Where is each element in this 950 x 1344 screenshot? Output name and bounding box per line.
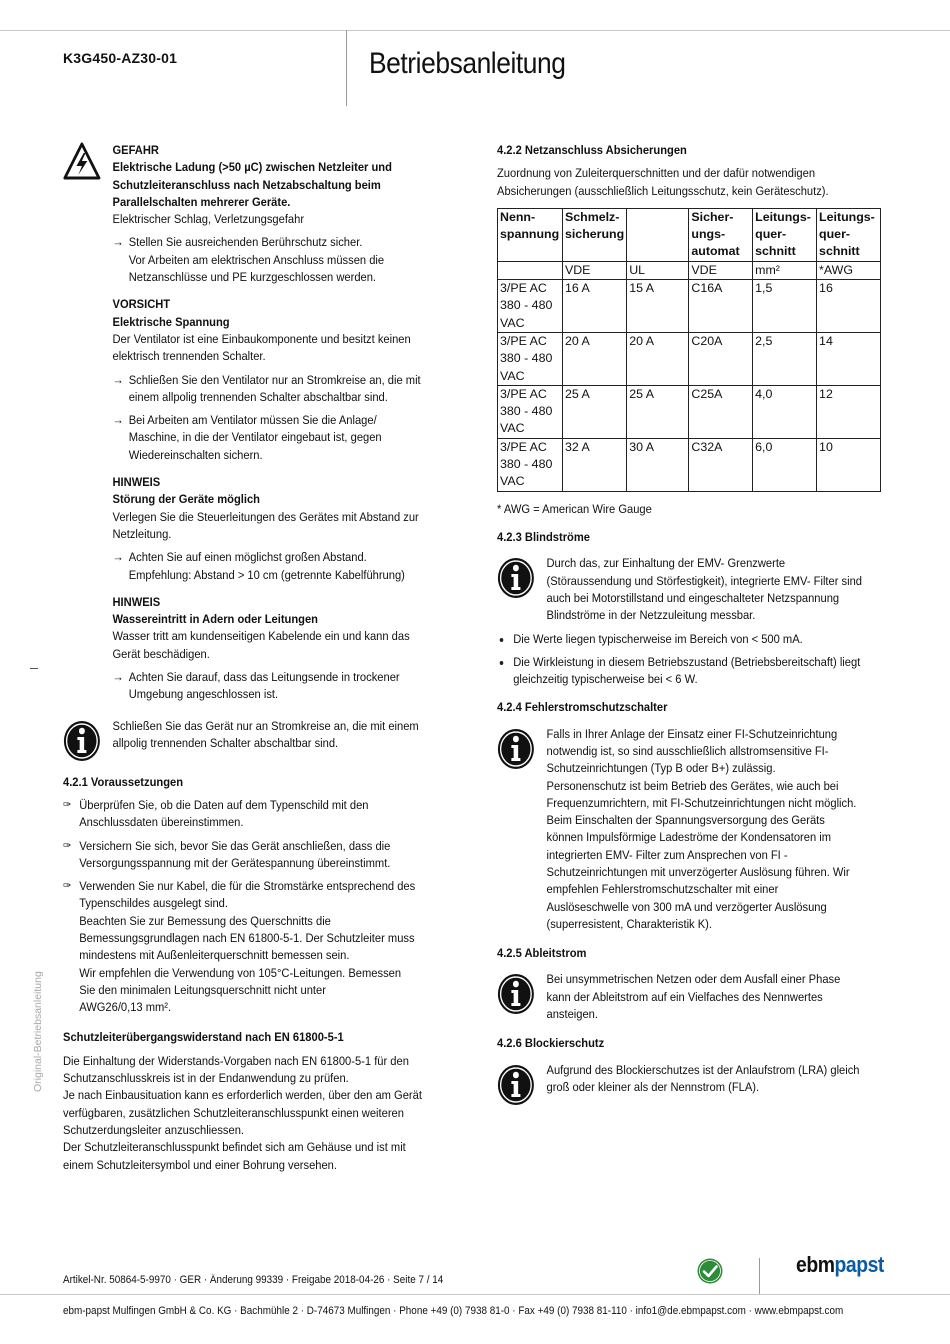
text-line: Zuordnung von Zuleiterquerschnitten und der dafür notwendigen — [497, 166, 816, 181]
list-line: Bemessungsgrundlagen nach EN 61800-5-1. Der Schutzleiter muss — [79, 930, 415, 945]
section-title: 4.2.4 Fehlerstromschutzschalter — [497, 700, 668, 715]
list-item — [63, 797, 448, 832]
info-icon — [497, 973, 535, 1015]
voltage-cell: 3/PE AC 380 - 480 VAC — [498, 280, 563, 333]
danger-action — [113, 234, 448, 286]
list-line: Wir empfehlen die Verwendung von 105°C-Leitungen. Bemessen — [79, 965, 402, 980]
cross-section-awg-cell: 10 — [817, 438, 881, 491]
header-cell: Leitungs- quer- schnitt — [817, 208, 881, 261]
notice-text-line: Netzleitung. — [112, 526, 172, 541]
cross-section-mm2-cell: 4,0 — [753, 385, 817, 438]
left-column — [63, 142, 448, 1174]
bullet-item — [497, 631, 887, 648]
cross-section-mm2-cell: 6,0 — [753, 438, 817, 491]
header-rule — [0, 30, 950, 31]
info-icon — [497, 1064, 535, 1106]
caution-action — [113, 412, 448, 464]
vde-fuse-cell: 16 A — [562, 280, 626, 333]
caution-text-line: Der Ventilator ist eine Einbaukomponente und besitzt keinen — [112, 331, 411, 346]
cross-section-awg-cell: 14 — [817, 332, 881, 385]
table-row — [498, 438, 881, 491]
pointing-hand-icon: ✑ — [63, 839, 72, 852]
text-line: Der Schutzleiteranschlusspunkt befindet sich am Gehäuse und ist mit — [63, 1140, 406, 1155]
vde-fuse-cell: 25 A — [562, 385, 626, 438]
text-line: Schutzanschlusskreis ist in der Endanwendung zu prüfen. — [63, 1071, 349, 1086]
danger-consequence: Elektrischer Schlag, Verletzungsgefahr — [112, 212, 305, 227]
list-item — [63, 878, 448, 1016]
cross-section-mm2-cell: 1,5 — [753, 280, 817, 333]
action-line: Stellen Sie ausreichenden Berührschutz sicher. — [128, 235, 363, 250]
table-header-row — [498, 208, 881, 261]
list-line: AWG26/0,13 mm². — [79, 1000, 172, 1015]
text-line: einem Schutzleitersymbol und einer Bohrung versehen. — [63, 1157, 337, 1172]
cross-section-awg-cell: 16 — [817, 280, 881, 333]
action-line: Wiedereinschalten sichern. — [128, 447, 263, 462]
fuse-table — [497, 208, 881, 492]
info-icon — [497, 728, 535, 770]
info-icon — [497, 557, 535, 599]
info-block — [63, 718, 448, 760]
danger-headline-line: Elektrische Ladung (>50 µC) zwischen Netzleiter und — [112, 160, 392, 175]
high-voltage-warning-icon — [63, 142, 101, 180]
text-line: Absicherungen (ausschließlich Leitungsschutz, kein Geräteschutz). — [497, 183, 829, 198]
pointing-hand-icon: ✑ — [63, 798, 72, 811]
text-line: verfügbaren, zusätzlichen Schutzleiteranschlusspunkt einen weiteren — [63, 1105, 404, 1120]
arrow-icon: → — [112, 670, 124, 685]
info-block — [497, 1062, 887, 1104]
breaker-cell: C25A — [689, 385, 753, 438]
intro-paragraph — [497, 165, 887, 200]
vde-fuse-cell: 32 A — [562, 438, 626, 491]
info-line: ansteigen. — [546, 1007, 598, 1022]
unit-cell: mm² — [753, 261, 817, 279]
bullet-item — [497, 654, 887, 689]
notice-text-line: Wasser tritt am kundenseitigen Kabelende ein und kann das — [112, 629, 410, 644]
notice-label: HINWEIS — [112, 594, 161, 609]
list-item — [63, 838, 448, 873]
action-line: Maschine, in die der Ventilator eingebaut ist, gegen — [128, 430, 382, 445]
unit-cell — [498, 261, 563, 279]
text-line: Die Einhaltung der Widerstands-Vorgaben nach EN 61800-5-1 für den — [63, 1053, 409, 1068]
action-line: Netzanschlüsse und PE kurzgeschlossen werden. — [128, 270, 377, 285]
action-line: Schließen Sie den Ventilator nur an Stromkreise an, die mit — [128, 372, 421, 387]
bullet-dot-icon — [500, 661, 504, 665]
info-line: integrierten EMV- Filter zum Ansprechen von FI - — [546, 847, 788, 862]
arrow-icon: → — [112, 235, 124, 250]
info-line: Schutzeinrichtungen (Typ B oder B+) zulässig. — [546, 761, 776, 776]
caution-label: VORSICHT — [112, 297, 171, 312]
ul-fuse-cell: 30 A — [627, 438, 689, 491]
danger-headline-line: Parallelschalten mehrerer Geräte. — [112, 194, 291, 209]
info-line: Durch das, zur Einhaltung der EMV- Grenzwerte — [546, 556, 786, 571]
header-separator — [346, 30, 347, 106]
arrow-icon: → — [112, 550, 124, 565]
voltage-cell: 3/PE AC 380 - 480 VAC — [498, 385, 563, 438]
pe-paragraph — [63, 1053, 448, 1174]
header-cell: Leitungs- quer- schnitt — [753, 208, 817, 261]
section-title: 4.2.6 Blockierschutz — [497, 1036, 605, 1051]
info-block — [497, 555, 887, 624]
info-line: Aufgrund des Blockierschutzes ist der Anlaufstrom (LRA) gleich — [546, 1062, 860, 1077]
ul-fuse-cell: 15 A — [627, 280, 689, 333]
info-line: Blindströme in der Netzzuleitung messbar. — [546, 608, 756, 623]
info-line: notwendig ist, so sind ausschließlich allstromsensitive FI- — [546, 743, 829, 758]
header-cell: Sicher- ungs- automat — [689, 208, 753, 261]
right-column — [497, 142, 887, 1104]
text-line: Schutzerdungsleiter anzuschliessen. — [63, 1122, 245, 1137]
breaker-cell: C16A — [689, 280, 753, 333]
info-line: Falls in Ihrer Anlage der Einsatz einer FI-Schutzeinrichtung — [546, 726, 838, 741]
action-line: Vor Arbeiten am elektrischen Anschluss müssen die — [128, 252, 385, 267]
info-line: (superresistent, Charakteristik K). — [546, 916, 712, 931]
voltage-cell: 3/PE AC 380 - 480 VAC — [498, 438, 563, 491]
section-title: 4.2.3 Blindströme — [497, 529, 590, 544]
info-icon — [63, 720, 101, 762]
list-line: Typenschildes ausgelegt sind. — [79, 896, 228, 911]
page-title: Betriebsanleitung — [369, 47, 566, 80]
action-line: Empfehlung: Abstand > 10 cm (getrennte Kabelführung) — [128, 567, 405, 582]
notice-headline: Wassereintritt in Adern oder Leitungen — [112, 612, 319, 627]
notice-label: HINWEIS — [112, 475, 161, 490]
header-cell — [627, 208, 689, 261]
header-cell: Schmelz- sicherung — [562, 208, 626, 261]
list-line: Sie den minimalen Leitungsquerschnitt nicht unter — [79, 982, 326, 997]
danger-label: GEFAHR — [112, 143, 159, 157]
info-line: empfehlen Fehlerstromschutzschalter mit einer — [546, 882, 779, 897]
info-line: Personenschutz ist beim Betrieb des Gerätes, wie auch bei — [546, 778, 839, 793]
info-line: groß oder kleiner als der Nennstrom (FLA). — [546, 1079, 760, 1094]
table-row — [498, 385, 881, 438]
notice-text-line: Gerät beschädigen. — [112, 646, 210, 661]
ul-fuse-cell: 20 A — [627, 332, 689, 385]
info-line: können Impulsförmige Ladeströme der Kondensatoren im — [546, 830, 832, 845]
model-number: K3G450-AZ30-01 — [63, 50, 178, 66]
info-block — [497, 726, 887, 934]
list-line: Versichern Sie sich, bevor Sie das Gerät anschließen, dass die — [79, 838, 391, 853]
action-line: Achten Sie darauf, dass das Leitungsende in trockener — [128, 670, 400, 685]
info-line: Auslöseschwelle von 300 mA und verzögerter Auslösung — [546, 899, 827, 914]
cross-section-mm2-cell: 2,5 — [753, 332, 817, 385]
footer-rule — [0, 1294, 950, 1295]
notice-action — [113, 549, 448, 584]
bullet-line: Die Wirkleistung in diesem Betriebszustand (Betriebsbereitschaft) liegt — [513, 654, 861, 669]
footer-separator — [759, 1258, 760, 1294]
fold-mark — [30, 668, 38, 669]
arrow-icon: → — [112, 372, 124, 387]
list-line: Überprüfen Sie, ob die Daten auf dem Typenschild mit den — [79, 797, 369, 812]
notice-headline: Störung der Geräte möglich — [112, 492, 260, 507]
unit-cell: VDE — [689, 261, 753, 279]
list-line: Beachten Sie zur Bemessung des Querschnitts die — [79, 913, 331, 928]
info-line: allpolig trennenden Schalter abschaltbar sind. — [112, 735, 339, 750]
table-units-row — [498, 261, 881, 279]
caution-action — [113, 372, 448, 407]
breaker-cell: C20A — [689, 332, 753, 385]
side-label: Original-Betriebsanleitung — [32, 971, 44, 1092]
section-title: 4.2.5 Ableitstrom — [497, 946, 587, 961]
bullet-line: Die Werte liegen typischerweise im Bereich von < 500 mA. — [513, 632, 803, 647]
section-title: Schutzleiterübergangswiderstand nach EN 61800-5-1 — [63, 1030, 344, 1045]
info-line: Schließen Sie das Gerät nur an Stromkreise an, die mit einem — [112, 718, 419, 733]
list-line: mindestens mit Außenleiterquerschnitt bemessen sein. — [79, 948, 350, 963]
pointing-hand-icon: ✑ — [63, 880, 72, 893]
bullet-line: gleichzeitig typischerweise bei < 6 W. — [513, 672, 698, 687]
info-block — [497, 971, 887, 1023]
bullet-dot-icon — [500, 638, 504, 642]
cross-section-awg-cell: 12 — [817, 385, 881, 438]
footer-article-info: Artikel-Nr. 50864-5-9970 · GER · Änderung 99339 · Freigabe 2018-04-26 · Seite 7 / 14 — [63, 1274, 444, 1286]
footer-company-info: ebm-papst Mulfingen GmbH & Co. KG · Bachmühle 2 · D-74673 Mulfingen · Phone +49 (0) 7938 81-0 · Fax +49 (0) 7938 81-110 · info1@de.ebmpapst.com · www.ebmpapst.com — [63, 1305, 844, 1317]
info-line: Frequenzumrichtern, mit FI-Schutzeinrichtungen nicht möglich. — [546, 795, 857, 810]
info-line: (Störaussendung und Störfestigkeit), integrierte EMV- Filter sind — [546, 573, 862, 588]
info-line: Schutzeinrichtungen mit unverzögerter Auslösung führen. Wir — [546, 864, 850, 879]
caution-text-line: elektrisch trennenden Schalter. — [112, 349, 266, 364]
info-line: Beim Einschalten der Spannungsversorgung des Geräts — [546, 813, 825, 828]
action-line: Umgebung angeschlossen ist. — [128, 687, 279, 702]
text-line: Je nach Einbausituation kann es erforderlich werden, über den am Gerät — [63, 1088, 422, 1103]
header-cell: Nenn- spannung — [498, 208, 563, 261]
list-line: Verwenden Sie nur Kabel, die für die Stromstärke entsprechend des — [79, 879, 416, 894]
voltage-cell: 3/PE AC 380 - 480 VAC — [498, 332, 563, 385]
danger-block — [63, 142, 448, 704]
info-line: Bei unsymmetrischen Netzen oder dem Ausfall einer Phase — [546, 972, 841, 987]
table-row — [498, 332, 881, 385]
unit-cell: UL — [627, 261, 689, 279]
vde-fuse-cell: 20 A — [562, 332, 626, 385]
ul-fuse-cell: 25 A — [627, 385, 689, 438]
list-line: Anschlussdaten übereinstimmen. — [79, 815, 244, 830]
ebmpapst-logo: ebmpapst — [796, 1252, 884, 1277]
notice-action — [113, 669, 448, 704]
unit-cell: VDE — [562, 261, 626, 279]
info-line: auch bei Motorstillstand und eingeschalteter Netzspannung — [546, 590, 840, 605]
caution-headline: Elektrische Spannung — [112, 314, 230, 329]
action-line: einem allpolig trennenden Schalter abschaltbar sind. — [128, 389, 388, 404]
table-footnote: * AWG = American Wire Gauge — [497, 501, 652, 516]
list-line: Versorgungsspannung mit der Gerätespannung übereinstimmt. — [79, 855, 391, 870]
notice-text-line: Verlegen Sie die Steuerleitungen des Gerätes mit Abstand zur — [112, 509, 419, 524]
unit-cell: *AWG — [817, 261, 881, 279]
action-line: Achten Sie auf einen möglichst großen Abstand. — [128, 550, 367, 565]
danger-headline-line: Schutzleiteranschluss nach Netzabschaltung beim — [112, 177, 381, 192]
table-row — [498, 280, 881, 333]
info-line: kann der Ableitstrom auf ein Vielfaches des Nennwertes — [546, 989, 823, 1004]
arrow-icon: → — [112, 413, 124, 428]
section-title: 4.2.2 Netzanschluss Absicherungen — [497, 143, 687, 157]
green-tech-badge-icon — [697, 1258, 723, 1284]
section-title: 4.2.1 Voraussetzungen — [63, 774, 184, 789]
action-line: Bei Arbeiten am Ventilator müssen Sie die Anlage/ — [128, 413, 377, 428]
breaker-cell: C32A — [689, 438, 753, 491]
